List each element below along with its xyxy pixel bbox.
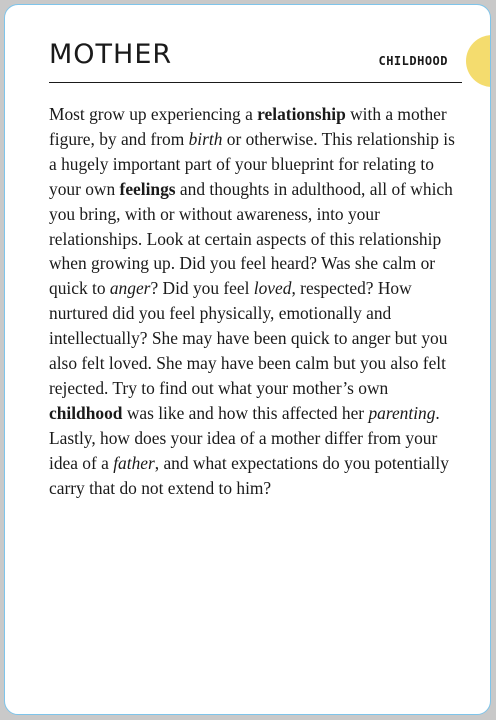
- body-text-run: and thoughts in adulthood, all of which you bring, with or without awareness, into your relationships. Look at certain aspects of this relationship when growing up. Did you feel heard? Was she calm or quick to: [49, 178, 453, 299]
- term-birth: birth: [188, 128, 223, 149]
- body-text-run: or otherwise. This relationship is a hugely important part of your blueprint for relating to your own: [49, 128, 455, 199]
- card-title: MOTHER: [49, 39, 173, 70]
- term-childhood: childhood: [49, 402, 123, 423]
- term-relationship: relationship: [257, 104, 346, 124]
- body-text-run: ? Did you feel: [150, 278, 254, 299]
- body-text-run: , respected? How nurtured did you feel physically, emotionally and intellectually? She may have been quick to anger but you also felt loved. She may have been calm but you also felt rejected. Try to find out what your mother’s own: [49, 278, 448, 398]
- term-feelings: feelings: [119, 178, 176, 199]
- body-text-run: was like and how this affected her: [122, 402, 369, 423]
- card-body-text: [49, 102, 457, 501]
- card: [4, 4, 491, 715]
- body-text-run: . Lastly, how does your idea of a mother differ from your idea of a: [49, 402, 440, 473]
- body-text-run: Most grow up experiencing a: [49, 104, 258, 124]
- term-parenting: parenting: [368, 402, 436, 423]
- category-label: CHILDHOOD: [378, 54, 448, 68]
- body-text-run: , and what expectations do you potentially carry that do not extend to him?: [49, 452, 449, 498]
- term-anger: anger: [109, 278, 151, 299]
- term-father: father: [113, 452, 155, 473]
- category-tab-marker: [466, 35, 491, 87]
- title-divider: [49, 82, 462, 83]
- term-loved: loved: [253, 278, 292, 299]
- body-text-run: with a mother figure, by and from: [49, 104, 447, 149]
